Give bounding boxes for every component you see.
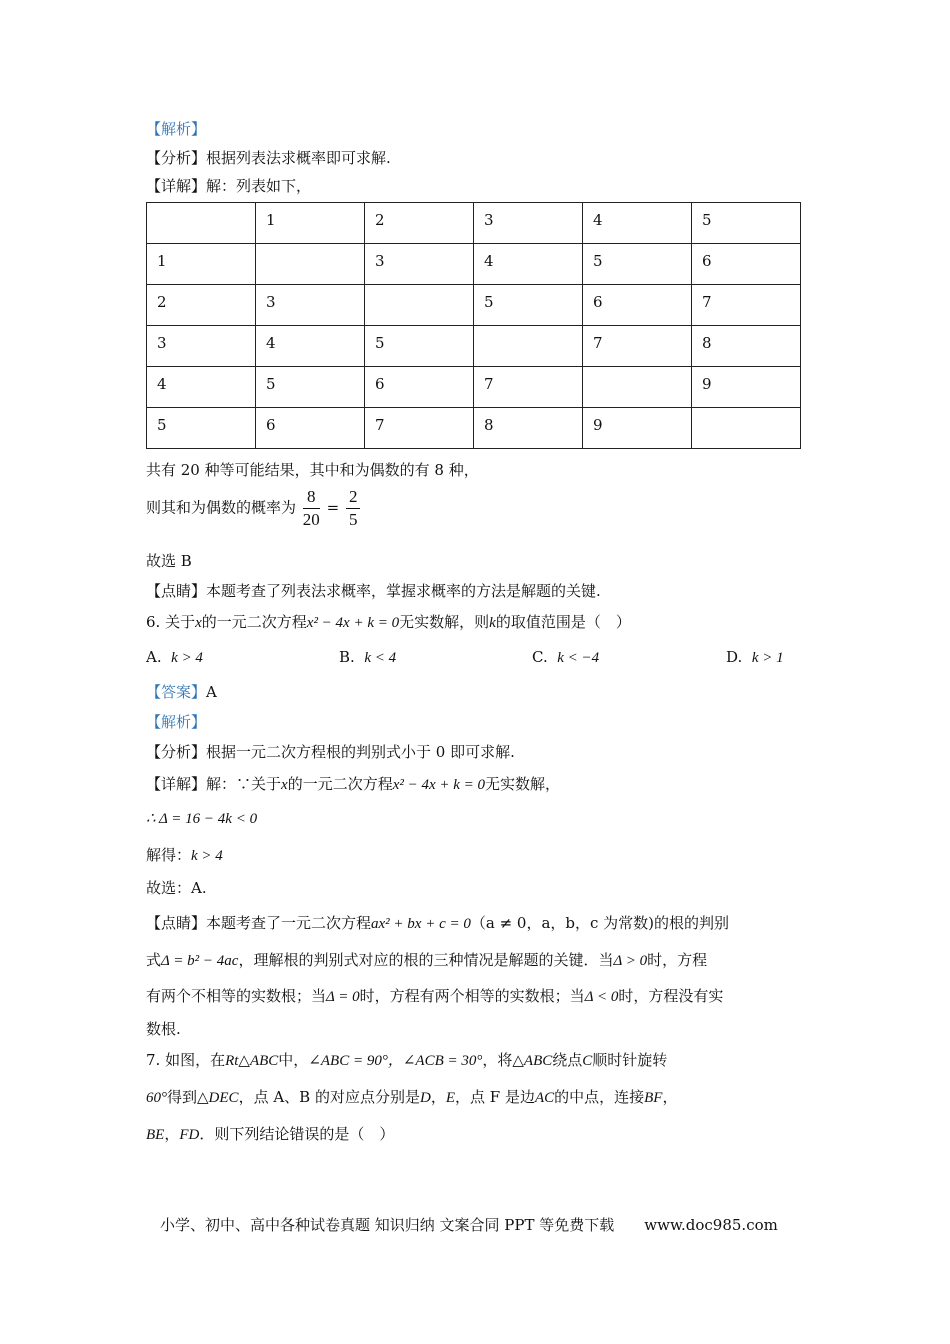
answer-value: A — [206, 683, 217, 701]
table-row — [147, 285, 801, 326]
table-cell: 4 — [583, 203, 692, 244]
table-cell: 5 — [692, 203, 801, 244]
solution-label: 解得： — [146, 846, 192, 864]
option-d-expr: k > 1 — [751, 650, 784, 666]
table-cell: 7 — [583, 326, 692, 367]
q7-text: 顺时针旋转 — [592, 1051, 668, 1069]
q5-comment: 【点睛】本题考查了列表法求概率，掌握求概率的方法是解题的关键. — [146, 582, 601, 600]
q7-text: ， — [430, 1088, 446, 1106]
fraction-8-20 — [303, 486, 320, 531]
q7-text: 中， — [278, 1051, 309, 1069]
q7-text: ，点 A、B 的对应点分别是 — [238, 1088, 420, 1106]
option-c-label: C. — [532, 648, 548, 666]
frac1-num: 8 — [303, 486, 320, 509]
q6-stem-text: 6. 关于 — [146, 613, 196, 631]
table-row — [147, 367, 801, 408]
q5-choose: 故选 B — [146, 552, 192, 570]
q7-text: 7. 如图，在 — [146, 1051, 226, 1069]
point-c: C — [582, 1053, 593, 1069]
angle-60: 60° — [146, 1090, 167, 1106]
table-cell: 7 — [692, 285, 801, 326]
option-d-label: D. — [726, 648, 743, 666]
table-cell: 8 — [474, 408, 583, 449]
table-cell: 4 — [256, 326, 365, 367]
q6-stem-text: 的一元二次方程 — [201, 613, 307, 631]
q7-text: ， — [662, 1088, 678, 1106]
table-cell: 2 — [147, 285, 256, 326]
q6-choose: 故选：A. — [146, 879, 207, 897]
sum-table — [146, 202, 801, 449]
table-cell: 5 — [256, 367, 365, 408]
comment-text: 式 — [146, 951, 162, 969]
q6-detail-text: 【详解】解：∵关于 — [146, 775, 282, 793]
q6-detail-equation: x² − 4x + k = 0 — [392, 777, 486, 793]
discriminant-formula: Δ = b² − 4ac — [161, 953, 239, 969]
var-k: k — [489, 615, 496, 631]
table-cell: 9 — [692, 367, 801, 408]
q5-analysis: 【分析】根据列表法求概率即可求解. — [146, 149, 391, 167]
q5-result: 共有 20 种等可能结果，其中和为偶数的有 8 种， — [146, 461, 479, 479]
table-cell: 3 — [147, 326, 256, 367]
comment-text: 有两个不相等的实数根；当 — [146, 987, 327, 1005]
delta-positive: Δ > 0 — [613, 953, 648, 969]
option-b — [339, 648, 396, 667]
q7-line1 — [146, 1049, 667, 1070]
table-cell — [365, 285, 474, 326]
triangle-abc: △ABC — [512, 1053, 553, 1069]
q7-text: ，将 — [482, 1051, 513, 1069]
table-cell: 2 — [365, 203, 474, 244]
side-ac: AC — [534, 1090, 555, 1106]
option-b-expr: k < 4 — [364, 650, 397, 666]
table-cell: 1 — [256, 203, 365, 244]
option-c — [532, 648, 599, 667]
point-e: E — [445, 1090, 455, 1106]
table-cell: 6 — [256, 408, 365, 449]
q6-comment-line2 — [146, 949, 707, 970]
frac2-den: 5 — [348, 510, 358, 529]
answer-tag: 【答案】 — [146, 683, 207, 701]
table-cell: 6 — [365, 367, 474, 408]
table-cell: 7 — [474, 367, 583, 408]
table-cell: 3 — [256, 285, 365, 326]
solution-value: k > 4 — [191, 848, 223, 864]
analysis-heading-2: 【解析】 — [146, 713, 207, 731]
segment-fd: FD — [179, 1127, 200, 1143]
fraction-2-5 — [346, 486, 361, 531]
q7-text: 的中点，连接 — [554, 1088, 645, 1106]
q5-detail-intro: 【详解】解：列表如下， — [146, 177, 312, 195]
table-cell: 4 — [147, 367, 256, 408]
table-cell: 7 — [365, 408, 474, 449]
q7-text: ，点 F 是边 — [455, 1088, 535, 1106]
q6-equation: x² − 4x + k = 0 — [306, 615, 400, 631]
table-cell: 5 — [474, 285, 583, 326]
q6-detail-text: 的一元二次方程 — [287, 775, 393, 793]
table-cell: 8 — [692, 326, 801, 367]
q7-text: 得到 — [167, 1088, 198, 1106]
comment-text: 【点睛】本题考查了一元二次方程 — [146, 914, 372, 932]
option-d — [726, 648, 784, 667]
comment-text: （a ≠ 0，a，b，c 为常数)的根的判别 — [470, 914, 730, 932]
table-cell: 3 — [365, 244, 474, 285]
table-cell: 9 — [583, 408, 692, 449]
table-row — [147, 408, 801, 449]
segment-be: BE — [146, 1127, 165, 1143]
equals-sign: = — [326, 498, 340, 517]
q6-detail-text: 无实数解， — [485, 775, 561, 793]
comment-text: 时，方程有两个相等的实数根；当 — [359, 987, 585, 1005]
q6-comment-line1 — [146, 912, 729, 933]
analysis-heading: 【解析】 — [146, 120, 207, 138]
q6-solution — [146, 844, 223, 865]
var-x: x — [281, 777, 288, 793]
comment-text: ，理解根的判别式对应的根的三种情况是解题的关键．当 — [238, 951, 614, 969]
delta-zero: Δ = 0 — [326, 989, 360, 1005]
q6-stem-text: 无实数解，则 — [399, 613, 490, 631]
point-d: D — [419, 1090, 431, 1106]
table-row — [147, 203, 801, 244]
table-cell — [147, 203, 256, 244]
table-cell: 6 — [692, 244, 801, 285]
triangle-dec: △DEC — [197, 1090, 239, 1106]
table-cell: 3 — [474, 203, 583, 244]
q7-text: ．则下列结论错误的是（ ） — [199, 1125, 395, 1143]
general-equation: ax² + bx + c = 0 — [371, 916, 471, 932]
table-cell — [692, 408, 801, 449]
q6-comment-line3 — [146, 985, 723, 1006]
table-row — [147, 326, 801, 367]
comment-text: 时，方程 — [647, 951, 708, 969]
table-cell — [256, 244, 365, 285]
table-cell — [583, 367, 692, 408]
table-cell — [474, 326, 583, 367]
option-b-label: B. — [339, 648, 355, 666]
q6-detail — [146, 773, 560, 794]
q7-line2 — [146, 1086, 677, 1107]
q7-line3 — [146, 1123, 394, 1144]
option-a-expr: k > 4 — [171, 650, 203, 666]
q7-text: ， — [164, 1125, 180, 1143]
table-cell: 5 — [365, 326, 474, 367]
table-cell: 1 — [147, 244, 256, 285]
q6-analysis: 【分析】根据一元二次方程根的判别式小于 0 即可求解. — [146, 743, 515, 761]
q6-stem-text: 的取值范围是（ ） — [495, 613, 631, 631]
q7-text: 绕点 — [552, 1051, 583, 1069]
q6-discriminant: ∴ Δ = 16 − 4k < 0 — [146, 811, 258, 827]
frac1-den: 20 — [302, 510, 320, 529]
segment-bf: BF — [644, 1090, 663, 1106]
page-footer: 小学、初中、高中各种试卷真题 知识归纳 文案合同 PPT 等免费下载 www.doc985.com — [160, 1216, 778, 1234]
prob-text: 则其和为偶数的概率为 — [146, 498, 297, 517]
option-c-expr: k < −4 — [557, 650, 600, 666]
angle-conditions: ∠ABC = 90°，∠ACB = 30° — [308, 1053, 483, 1069]
table-cell: 5 — [147, 408, 256, 449]
q5-probability — [146, 486, 362, 531]
q6-stem — [146, 611, 631, 632]
q6-answer — [146, 681, 217, 702]
var-x: x — [195, 615, 202, 631]
table-cell: 5 — [583, 244, 692, 285]
comment-text: 时，方程没有实 — [618, 987, 724, 1005]
table-cell: 4 — [474, 244, 583, 285]
option-a — [146, 648, 203, 667]
table-row — [147, 244, 801, 285]
triangle-rt-abc: Rt△ABC — [225, 1053, 279, 1069]
table-cell: 6 — [583, 285, 692, 326]
option-a-label: A. — [146, 648, 162, 666]
delta-negative: Δ < 0 — [584, 989, 619, 1005]
frac2-num: 2 — [346, 486, 361, 509]
q6-comment-line4: 数根. — [146, 1020, 181, 1038]
